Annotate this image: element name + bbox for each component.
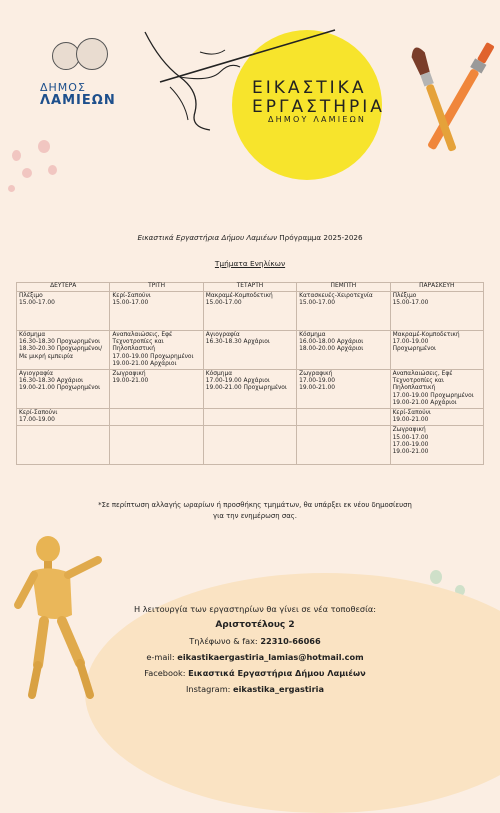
class-title: Αναπαλαιώσεις, Εφέ Τεχνοτροπίες και Πηλοπλαστική xyxy=(112,332,173,353)
class-time: 19.00-21.00 xyxy=(392,417,429,424)
schedule-cell xyxy=(110,409,203,426)
class-title: Κόσμημα xyxy=(205,371,233,378)
schedule-cell xyxy=(17,370,110,409)
email-label: e-mail: xyxy=(146,652,175,662)
schedule-cell xyxy=(390,409,483,426)
header-title-line1: ΕΙΚΑΣΤΙΚΑ xyxy=(252,78,367,98)
class-title: Ζωγραφική xyxy=(112,371,146,378)
schedule-cell xyxy=(110,292,203,331)
class-title: Κόσμημα xyxy=(19,332,46,338)
class-time: 17.00-19.00 xyxy=(299,378,336,385)
facebook-label: Facebook: xyxy=(144,668,186,678)
schedule-cell xyxy=(203,292,296,331)
schedule-cell xyxy=(390,426,483,465)
header-title-line2: ΕΡΓΑΣΤΗΡΙΑ xyxy=(252,97,385,117)
class-time: 19.00-21.00 Αρχάριοι xyxy=(112,360,177,367)
class-time: 16.30-18.30 Προχωρημένοι xyxy=(19,339,101,346)
class-title: Αγιογραφία xyxy=(19,371,53,378)
schedule-cell xyxy=(203,370,296,409)
table-row xyxy=(17,409,484,426)
class-title: Κερί-Σαπούνι xyxy=(112,293,151,299)
table-row xyxy=(17,331,484,370)
class-title: Αγιογραφία xyxy=(205,332,240,338)
footer-location-line: Η λειτουργία των εργαστηρίων θα γίνει σε νέα τοποθεσία: xyxy=(133,604,377,614)
phone-label: Τηλέφωνο & fax: xyxy=(189,636,258,646)
class-time: 17.00-19.00 Προχωρημένοι xyxy=(392,392,474,399)
schedule-cell xyxy=(297,426,390,465)
day-header-wednesday: ΤΕΤΑΡΤΗ xyxy=(203,283,296,292)
schedule-cell xyxy=(297,409,390,426)
day-header-tuesday: ΤΡΙΤΗ xyxy=(110,283,203,292)
table-header-row xyxy=(17,283,484,292)
instagram-handle[interactable]: eikastika_ergastiria xyxy=(233,684,324,694)
day-header-monday: ΔΕΥΤΕΡΑ xyxy=(17,283,110,292)
class-title: Ζωγραφική xyxy=(392,427,426,434)
footer-facebook-line xyxy=(90,665,420,681)
class-title: Μακραμέ-Κομποδετική xyxy=(392,332,460,338)
footer-info xyxy=(90,601,420,697)
footer-phone-line xyxy=(90,633,420,649)
class-title: Πλέξιμο xyxy=(19,293,43,299)
class-time: 15.00-17.00 xyxy=(19,300,55,307)
class-time: 19.00-21.00 Προχωρημένοι xyxy=(19,385,101,392)
program-heading xyxy=(0,233,500,242)
logo-emblem-icon xyxy=(44,38,114,72)
class-time: 16.30-18.30 Αρχάριοι xyxy=(19,378,84,385)
instagram-label: Instagram: xyxy=(186,684,231,694)
table-row xyxy=(17,426,484,465)
schedule-cell xyxy=(390,370,483,409)
table-row xyxy=(17,370,484,409)
facebook-page[interactable]: Εικαστικά Εργαστήρια Δήμου Λαμιέων xyxy=(188,668,366,678)
class-time: 15.00-17.00 xyxy=(205,300,242,307)
class-time: 19.00-21.00 xyxy=(299,385,336,392)
schedule-cell xyxy=(17,426,110,465)
class-time: Προχωρημένοι xyxy=(392,346,436,353)
class-time: 15.00-17.00 xyxy=(392,300,429,307)
class-time: 18.30-20.30 Προχωρημένοι/Με μικρή εμπειρία xyxy=(19,346,103,360)
schedule-cell xyxy=(390,292,483,331)
schedule-cell xyxy=(17,331,110,370)
class-time: 16.00-18.00 Αρχάριοι xyxy=(299,339,364,346)
municipality-logo xyxy=(40,38,120,108)
schedule-cell xyxy=(17,292,110,331)
phone-number[interactable]: 22310-66066 xyxy=(260,636,321,646)
schedule-cell xyxy=(390,331,483,370)
program-heading-title: Εικαστικά Εργαστήρια Δήμου Λαμιέων xyxy=(137,233,277,242)
class-time: 17.00-19.00 Προχωρημένοι xyxy=(112,353,194,360)
class-time: 19.00-21.00 xyxy=(112,378,149,385)
class-time: 17.00-19.00 xyxy=(392,441,429,448)
class-title: Κόσμημα xyxy=(299,332,326,338)
class-time: 16.30-18.30 Αρχάριοι xyxy=(205,339,270,346)
class-title: Πλέξιμο xyxy=(392,293,417,299)
schedule-cell xyxy=(203,426,296,465)
class-time: 17.00-19.00 xyxy=(19,417,55,424)
email-address[interactable]: eikastikaergastiria_lamias@hotmail.com xyxy=(177,652,364,662)
logo-text-line2: ΛΑΜΙΕΩΝ xyxy=(40,93,116,108)
class-time: 19.00-21.00 Προχωρημένοι xyxy=(205,385,287,392)
footer-instagram-line xyxy=(90,681,420,697)
class-title: Αναπαλαιώσεις, Εφέ Τεχνοτροπίες και Πηλοπλαστική xyxy=(392,371,453,392)
class-time: 19.00-21.00 xyxy=(392,449,429,456)
header-subtitle: ΔΗΜΟΥ ΛΑΜΙΕΩΝ xyxy=(268,115,367,124)
schedule-cell xyxy=(203,331,296,370)
program-heading-rest: Πρόγραμμα 2025-2026 xyxy=(279,233,363,242)
class-time: 18.00-20.00 Αρχάριοι xyxy=(299,346,364,353)
schedule-cell xyxy=(110,426,203,465)
schedule-cell xyxy=(297,292,390,331)
table-row xyxy=(17,292,484,331)
class-time: 15.00-17.00 xyxy=(299,300,336,307)
class-title: Ζωγραφική xyxy=(299,371,333,378)
class-time: 15.00-17.00 xyxy=(392,434,429,441)
schedule-cell xyxy=(110,370,203,409)
class-time: 19.00-21.00 Αρχάριοι xyxy=(392,399,457,406)
paintbrush-illustration xyxy=(400,30,500,160)
class-time: 15.00-17.00 xyxy=(112,300,149,307)
class-time: 17.00-19.00 xyxy=(392,339,429,346)
class-title: Κατασκευές-Χειροτεχνία xyxy=(299,293,373,299)
footer-email-line xyxy=(90,649,420,665)
class-title: Μακραμέ-Κομποδετική xyxy=(205,293,273,299)
day-header-friday: ΠΑΡΑΣΚΕΥΗ xyxy=(390,283,483,292)
section-title: Τμήματα Ενηλίκων xyxy=(214,259,286,268)
class-title: Κερί-Σαπούνι xyxy=(19,410,58,417)
schedule-table xyxy=(16,282,484,465)
class-title: Κερί-Σαπούνι xyxy=(392,410,431,417)
schedule-cell xyxy=(297,331,390,370)
class-time: 17.00-19.00 Αρχάριοι xyxy=(205,378,270,385)
day-header-thursday: ΠΕΜΠΤΗ xyxy=(297,283,390,292)
schedule-cell xyxy=(110,331,203,370)
schedule-change-note: *Σε περίπτωση αλλαγής ωραρίων ή προσθήκης τμημάτων, θα υπάρξει εκ νέου δημοσίευση για την ενημέρωση σας. xyxy=(98,501,412,520)
footer-address: Αριστοτέλους 2 xyxy=(215,620,295,630)
schedule-cell xyxy=(203,409,296,426)
schedule-cell xyxy=(17,409,110,426)
logo-text-line1: ΔΗΜΟΣ xyxy=(40,81,86,94)
schedule-cell xyxy=(297,370,390,409)
